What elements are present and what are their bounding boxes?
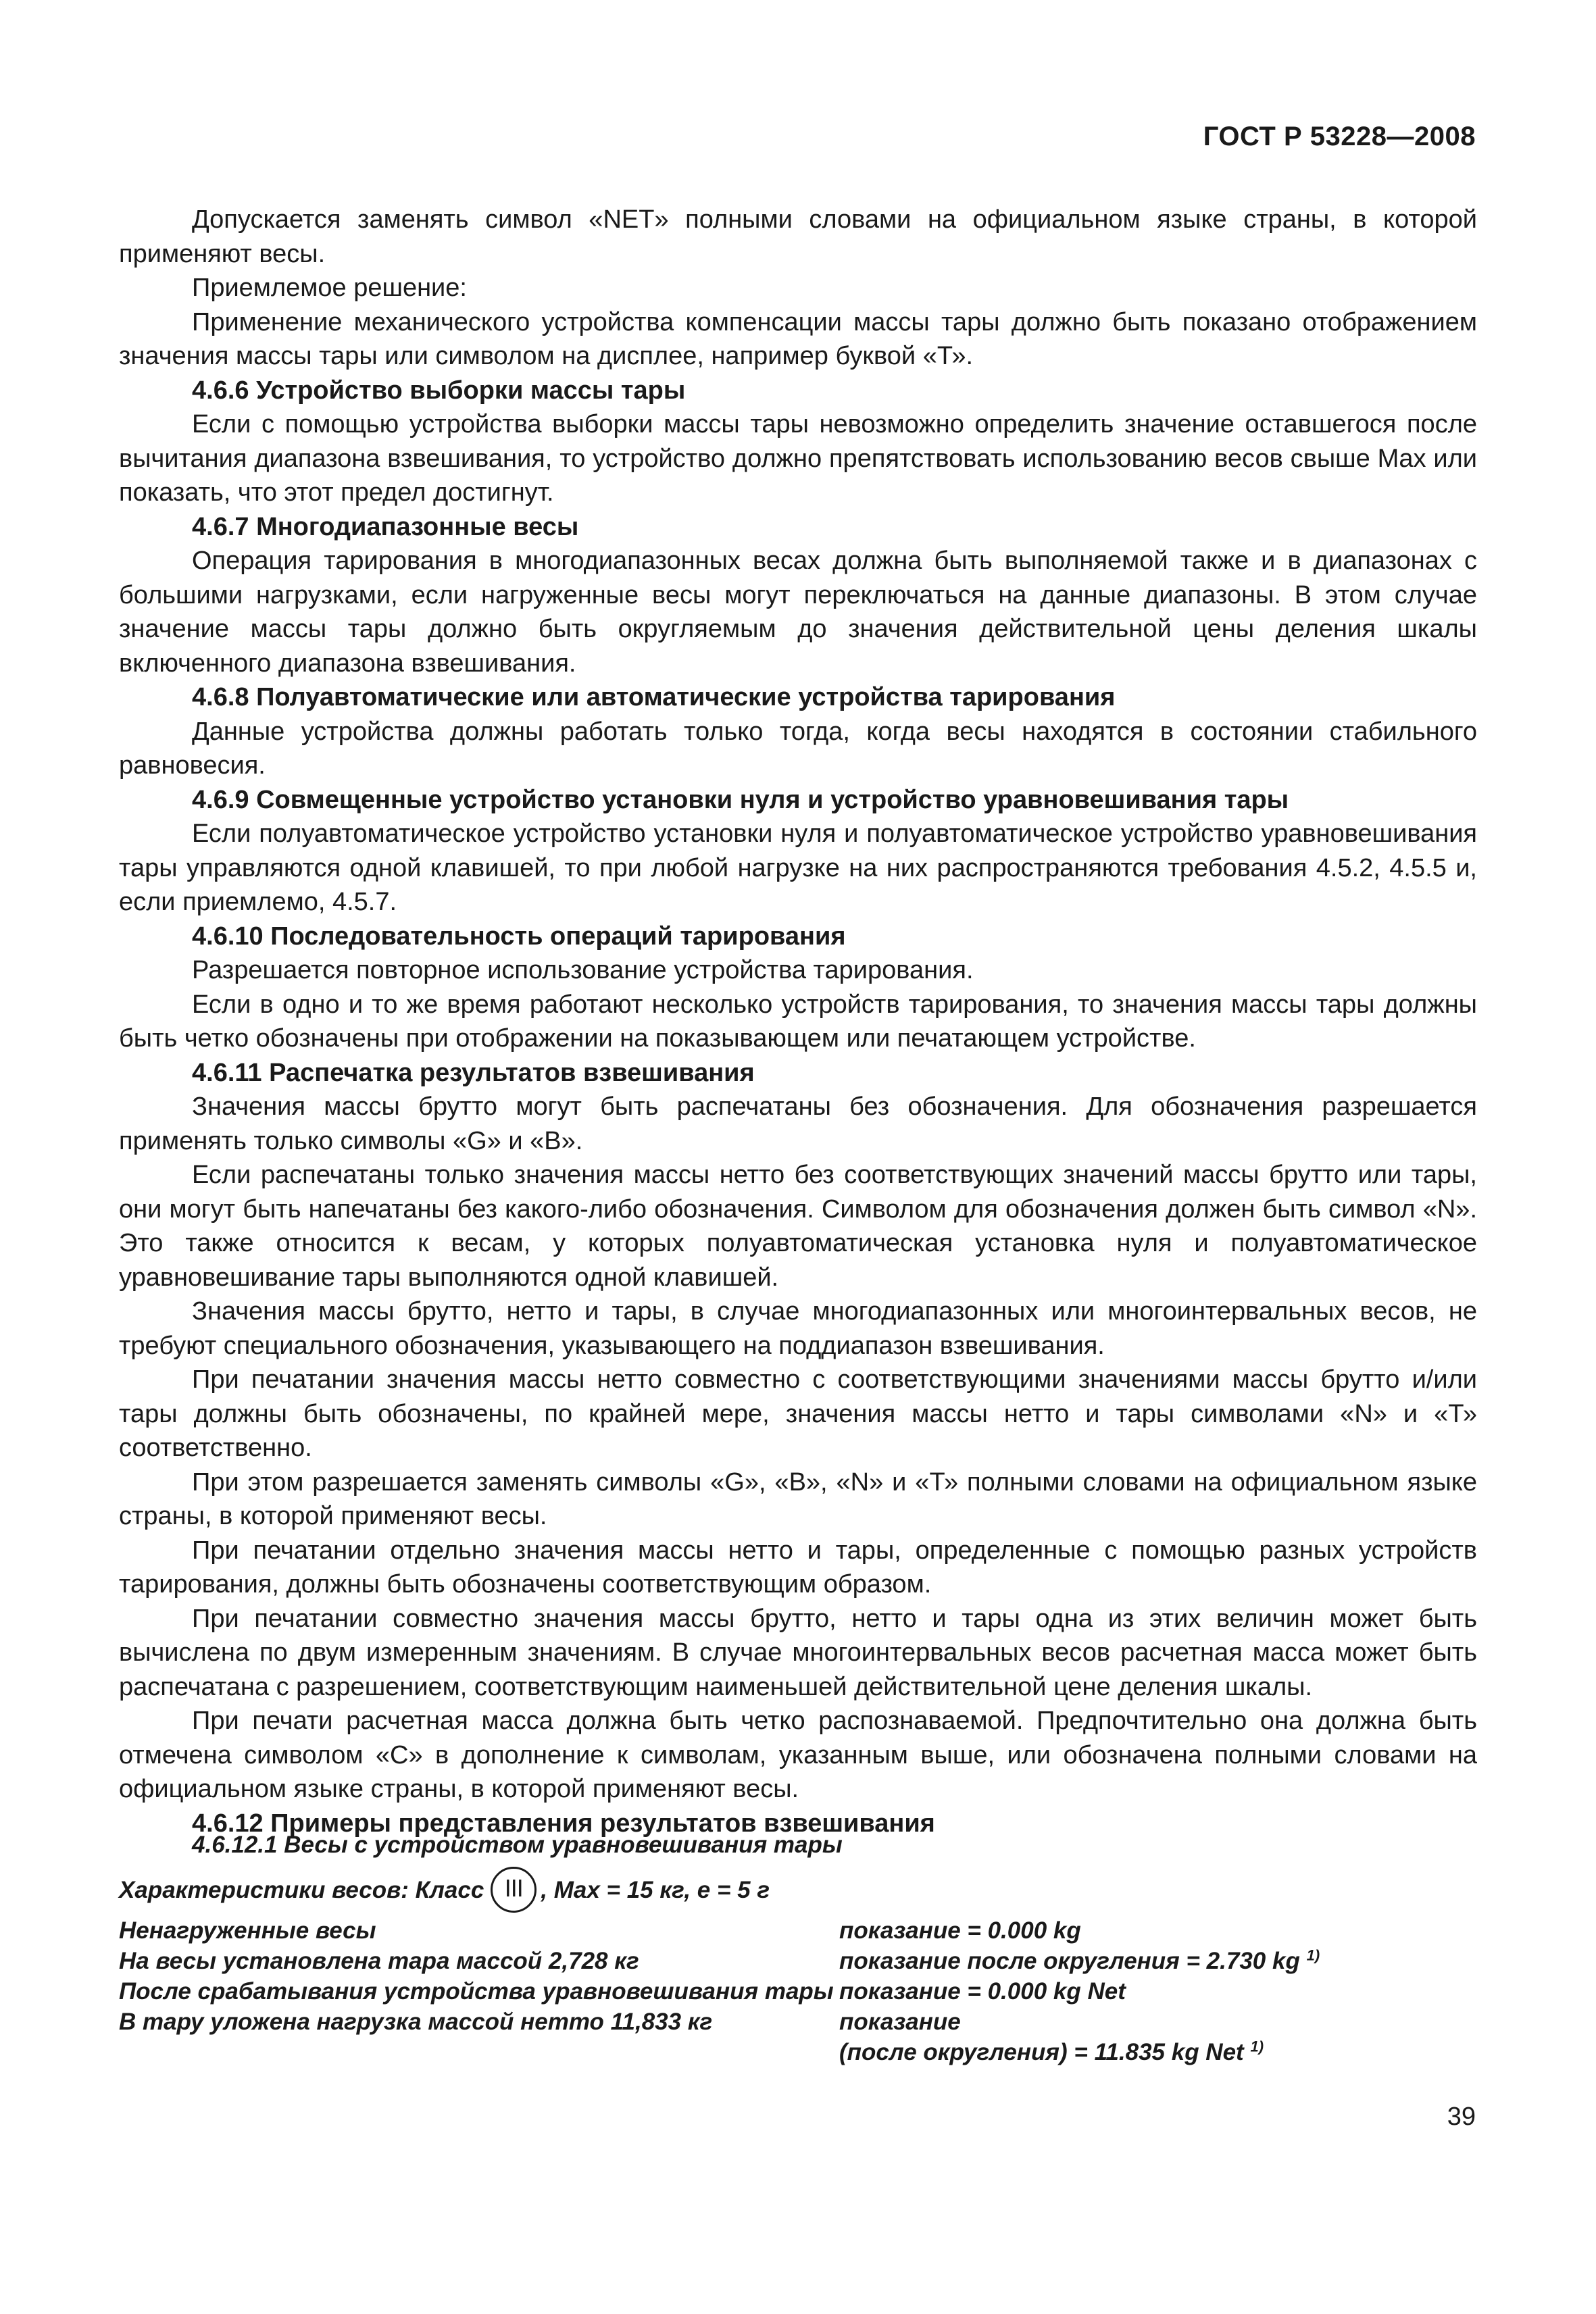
paragraph: Данные устройства должны работать только тогда, когда весы находятся в состоянии стабильного равновесия. bbox=[119, 717, 1477, 780]
characteristics-label: Характеристики весов: Класс bbox=[119, 1876, 484, 1903]
document-header-code: ГОСТ Р 53228—2008 bbox=[1203, 122, 1476, 151]
example-reading: показание после округления = 2.730 kg bbox=[839, 1948, 1300, 1974]
example-condition: На весы установлена тара массой 2,728 кг bbox=[119, 1948, 639, 1974]
section-heading-4-6-7: 4.6.7 Многодиапазонные весы bbox=[192, 512, 579, 541]
section-heading-4-6-12: 4.6.12 Примеры представления результатов взвешивания bbox=[192, 1809, 935, 1838]
paragraph: Допускается заменять символ «NET» полными словами на официальном языке страны, в которой применяют весы. bbox=[119, 205, 1477, 268]
footnote-marker: 1) bbox=[1250, 2038, 1264, 2055]
scale-characteristics bbox=[119, 1867, 1477, 1913]
example-row bbox=[119, 1976, 1477, 2007]
paragraph: Если полуавтоматическое устройство установки нуля и полуавтоматическое устройство уравновешивания тары управляются одной клавишей, то при любой нагрузке на них распространяются требования 4.5.2, 4.5.5 и, если приемлемо, 4.5.7. bbox=[119, 820, 1477, 916]
example-reading-cell bbox=[839, 1946, 1477, 1976]
example-reading: показание = 0.000 kg bbox=[839, 1917, 1081, 1944]
example-condition: В тару уложена нагрузка массой нетто 11,833 кг bbox=[119, 2009, 713, 2035]
section-heading-4-6-10: 4.6.10 Последовательность операций тарирования bbox=[192, 922, 846, 951]
paragraph: При печатании отдельно значения массы нетто и тары, определенные с помощью разных устройств тарирования, должны быть обозначены соответствующим образом. bbox=[119, 1536, 1477, 1599]
footnote-marker: 1) bbox=[1306, 1946, 1320, 1964]
example-row bbox=[119, 1915, 1477, 1946]
section-heading-4-6-6: 4.6.6 Устройство выборки массы тары bbox=[192, 376, 686, 405]
paragraph: Приемлемое решение: bbox=[192, 274, 467, 302]
paragraph: Применение механического устройства компенсации массы тары должно быть показано отображением значения массы тары или символом на дисплее, например буквой «Т». bbox=[119, 307, 1477, 370]
example-condition: После срабатывания устройства уравновешивания тары bbox=[119, 1978, 834, 2005]
example-condition: Ненагруженные весы bbox=[119, 1917, 376, 1944]
paragraph: Значения массы брутто могут быть распечатаны без обозначения. Для обозначения разрешается применять только символы «G» и «В». bbox=[119, 1092, 1477, 1155]
document-body bbox=[119, 203, 1477, 1840]
example-row bbox=[119, 2007, 1477, 2067]
paragraph: При печатании значения массы нетто совместно с соответствующими значениями массы брутто и/или тары должны быть обозначены, по крайней мере, значения массы нетто и тары символами «N» и «Т» соответственно. bbox=[119, 1365, 1477, 1462]
example-title: 4.6.12.1 Весы с устройством уравновешивания тары bbox=[192, 1832, 843, 1858]
example-reading: показание = 0.000 kg Net bbox=[839, 1978, 1126, 2005]
example-row bbox=[119, 1946, 1477, 1976]
example-reading-cell bbox=[839, 2007, 1477, 2067]
paragraph: При печатании совместно значения массы брутто, нетто и тары одна из этих величин может быть вычислена по двум измеренным значениям. В случае многоинтервальных весов расчетная масса может быть распечатана с разрешением, соответствующим наименьшей действительной цене деления шкалы. bbox=[119, 1604, 1477, 1701]
section-heading-4-6-9: 4.6.9 Совмещенные устройство установки нуля и устройство уравновешивания тары bbox=[192, 785, 1289, 814]
paragraph: При печати расчетная масса должна быть четко распознаваемой. Предпочтительно она должна быть отмечена символом «С» в дополнение к символам, указанным выше, или обозначена полными словами на официальном языке страны, в которой применяют весы. bbox=[119, 1707, 1477, 1803]
accuracy-class-symbol: III bbox=[491, 1867, 537, 1913]
section-heading-4-6-11: 4.6.11 Распечатка результатов взвешивания bbox=[192, 1058, 755, 1087]
paragraph: При этом разрешается заменять символы «G», «В», «N» и «Т» полными словами на официальном языке страны, в которой применяют весы. bbox=[119, 1467, 1477, 1530]
paragraph: Значения массы брутто, нетто и тары, в случае многодиапазонных или многоинтервальных весов, не требуют специального обозначения, указывающего на поддиапазон взвешивания. bbox=[119, 1297, 1477, 1360]
example-reading-rounded: (после округления) = 11.835 kg Net bbox=[839, 2039, 1244, 2065]
paragraph: Если в одно и то же время работают несколько устройств тарирования, то значения массы тары должны быть четко обозначены при отображении на показывающем или печатающем устройстве. bbox=[119, 990, 1477, 1053]
paragraph: Операция тарирования в многодиапазонных весах должна быть выполняемой также и в диапазонах с большими нагрузками, если нагруженные весы могут переключаться на данные диапазоны. В этом случае значение массы тары должно быть округляемым до значения действительной цены деления шкалы включенного диапазона взвешивания. bbox=[119, 547, 1477, 678]
page-number: 39 bbox=[1447, 2103, 1476, 2131]
paragraph: Разрешается повторное использование устройства тарирования. bbox=[192, 956, 974, 984]
example-reading-continued bbox=[839, 2037, 1477, 2067]
paragraph: Если с помощью устройства выборки массы тары невозможно определить значение оставшегося после вычитания диапазона взвешивания, то устройство должно препятствовать использованию весов свыше Max или показать, что этот предел достигнут. bbox=[119, 410, 1477, 507]
example-reading: показание bbox=[839, 2009, 961, 2035]
characteristics-values: , Max = 15 кг, е = 5 г bbox=[541, 1876, 770, 1903]
examples-block bbox=[119, 1830, 1477, 2067]
section-heading-4-6-8: 4.6.8 Полуавтоматические или автоматические устройства тарирования bbox=[192, 683, 1116, 711]
paragraph: Если распечатаны только значения массы нетто без соответствующих значений массы брутто или тары, они могут быть напечатаны без какого-либо обозначения. Символом для обозначения должен быть символ «N». Это также относится к весам, у которых полуавтоматическая установка нуля и полуавтоматическое уравновешивание тары выполняются одной клавишей. bbox=[119, 1161, 1477, 1292]
